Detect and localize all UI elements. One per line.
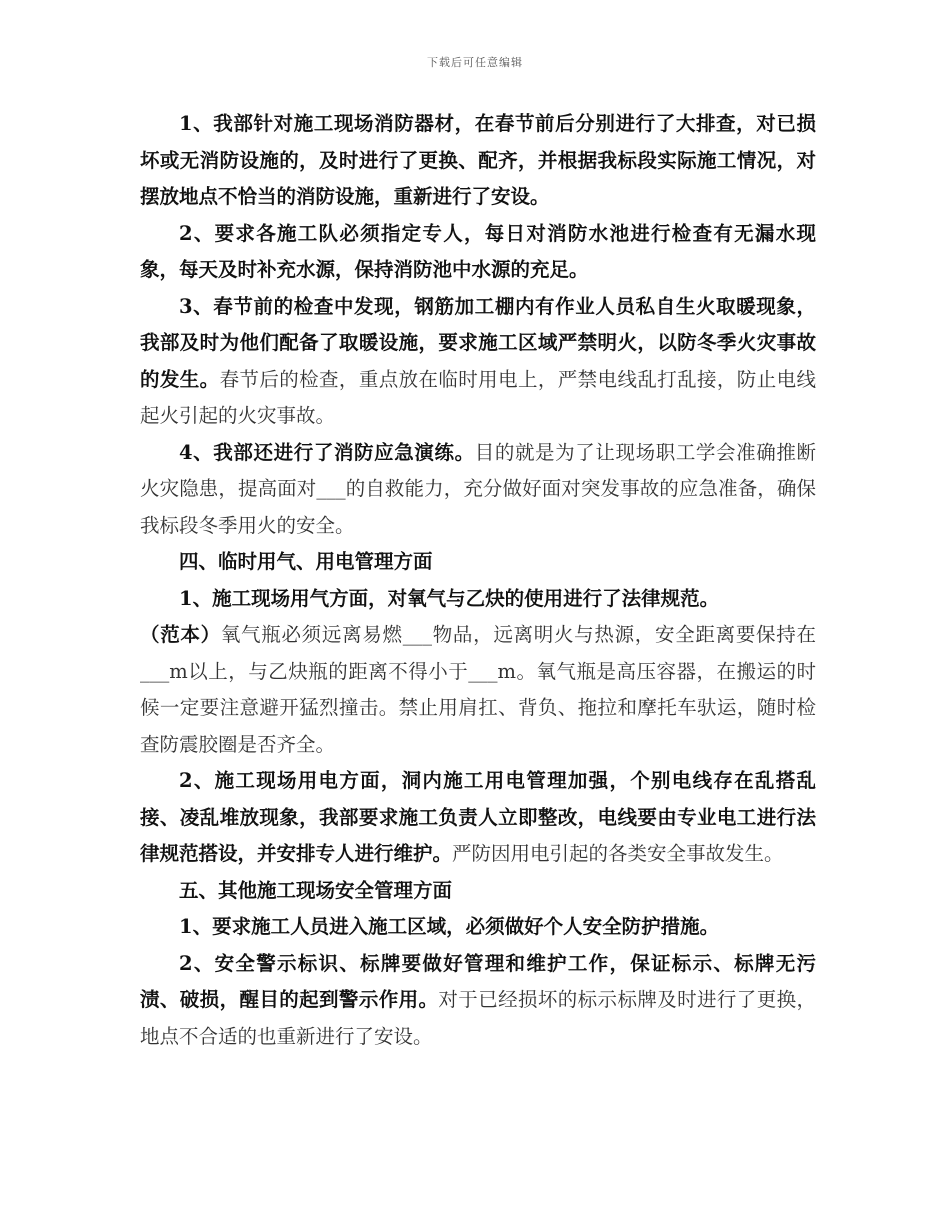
paragraph-2	[140, 216, 816, 289]
paragraph-9-normal: 对于已经损坏的标示标牌及时进行了更换，地点不合适的也重新进行了安设。	[140, 988, 816, 1048]
paragraph-6	[140, 617, 816, 763]
paragraph-7-normal: 严防因用电引起的各类安全事故发生。	[452, 842, 784, 865]
paragraph-7	[140, 763, 816, 873]
paragraph-5-bold: 1、施工现场用气方面，对氧气与乙炔的使用进行了法律规范。	[179, 586, 720, 610]
paragraph-6-bold: （范本）	[140, 623, 221, 646]
paragraph-5	[140, 581, 816, 618]
paragraph-4-normal: 目的就是为了让现场职工学会准确推断火灾隐患，提高面对___的自救能力，充分做好面对突发事故的应急准备，确保我标段冬季用火的安全。	[140, 440, 816, 537]
paragraph-8	[140, 909, 816, 946]
section-heading-4	[140, 544, 816, 581]
paragraph-8-bold: 1、要求施工人员进入施工区域，必须做好个人安全防护措施。	[179, 915, 720, 938]
section-heading-5-text: 五、其他施工现场安全管理方面	[179, 878, 453, 902]
paragraph-6-normal: 氧气瓶必须远离易燃___物品，远离明火与热源，安全距离要保持在___m以上，与乙炔瓶的距离不得小于___m。氧气瓶是高压容器，在搬运的时候一定要注意避开猛烈撞击。禁止用肩扛、背负、拖拉和摩托车驮运，随时检查防震胶圈是否齐全。	[140, 623, 816, 756]
section-heading-4-text: 四、临时用气、用电管理方面	[179, 550, 433, 573]
paragraph-1	[140, 106, 816, 216]
section-heading-5	[140, 873, 816, 910]
paragraph-3-normal: 春节后的检查，重点放在临时用电上，严禁电线乱打乱接，防止电线起火引起的火灾事故。	[140, 367, 816, 427]
document-body	[140, 106, 816, 1055]
page-header: 下载后可任意编辑	[427, 56, 523, 69]
paragraph-4	[140, 435, 816, 545]
paragraph-9-bold: 2、安全警示标识、标牌要做好管理和维护工作，保证标示、标牌无污渍、破损，醒目的起到警示作用。	[140, 951, 816, 1011]
paragraph-3	[140, 289, 816, 435]
paragraph-1-bold: 1、我部针对施工现场消防器材，在春节前后分别进行了大排查，对已损坏或无消防设施的，及时进行了更换、配齐，并根据我标段实际施工情况，对摆放地点不恰当的消防设施，重新进行了安设。	[140, 112, 816, 208]
paragraph-4-bold: 4、我部还进行了消防应急演练。	[179, 440, 475, 464]
paragraph-7-bold: 2、施工现场用电方面，洞内施工用电管理加强，个别电线存在乱搭乱接、凌乱堆放现象，我部要求施工负责人立即整改，电线要由专业电工进行法律规范搭设，并安排专人进行维护。	[140, 769, 816, 865]
paragraph-3-bold: 3、春节前的检查中发现，钢筋加工棚内有作业人员私自生火取暖现象，我部及时为他们配备了取暖设施，要求施工区域严禁明火，以防冬季火灾事故的发生。	[140, 294, 816, 391]
paragraph-9	[140, 946, 816, 1056]
paragraph-2-bold: 2、要求各施工队必须指定专人，每日对消防水池进行检查有无漏水现象，每天及时补充水源，保持消防池中水源的充足。	[140, 221, 816, 281]
